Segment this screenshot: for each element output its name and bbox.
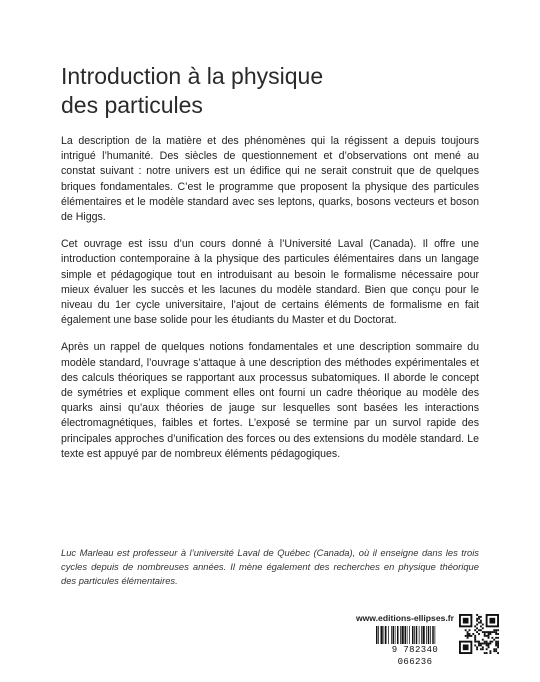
description-paragraph-1: La description de la matière et des phénomènes qui la régissent a depuis toujours intrigué l’humanité. Des siècles de questionnement et d’observations ont mené au constat suivant : notre univers est un édifice qui ne serait construit que de quelques briques fondamentales. C’est le programme que proposent la physique des particules élémentaires et le modèle standard avec ses leptons, quarks, bosons vecteurs et boson de Higgs. <box>61 135 479 224</box>
book-title-line-1: Introduction à la physique <box>61 63 324 89</box>
qr-code-icon[interactable] <box>459 614 499 654</box>
description-body <box>61 134 479 462</box>
publisher-website[interactable]: www.editions-ellipses.fr <box>355 613 454 623</box>
author-bio: Luc Marleau est professeur à l’université Laval de Québec (Canada), où il enseigne dans les trois cycles depuis de nombreuses années. Il mène également des recherches en physique théorique des particules élémentaires. <box>61 547 479 586</box>
book-title-line-2: des particules <box>61 92 203 118</box>
book-title <box>61 62 481 120</box>
qr-code-graphic <box>459 614 499 654</box>
barcode-bars <box>374 626 456 644</box>
description-paragraph-2: Cet ouvrage est issu d’un cours donné à l’Université Laval (Canada). Il offre une introduction contemporaine à la physique des particules élémentaires dans un langage simple et pédagogique tout en introduisant au besoin le formalisme nécessaire pour mieux évaluer les succès et les lacunes du modèle standard. Bien que conçu pour le niveau du 1er cycle universitaire, l’ajout de certains éléments de formalisme en fait également une base solide pour les étudiants du Master et du Doctorat. <box>61 238 479 327</box>
description-paragraph-3: Après un rappel de quelques notions fondamentales et une description sommaire du modèle standard, l’ouvrage s’attaque à une description des méthodes expérimentales et des calculs théoriques se rapportant aux processus subatomiques. Il aborde le concept de symétries et explique comment elles ont fourni un cadre théorique au modèle des quarks ainsi qu’aux théories de jauge sur lesquelles sont basées les interactions électromagnétiques, faibles et fortes. L’exposé se termine par un survol rapide des principales approches d’unification des forces ou des extensions du modèle standard. Le texte est appuyé par de nombreux éléments pédagogiques. <box>61 341 479 460</box>
isbn-number: 9 782340 066236 <box>374 644 456 656</box>
